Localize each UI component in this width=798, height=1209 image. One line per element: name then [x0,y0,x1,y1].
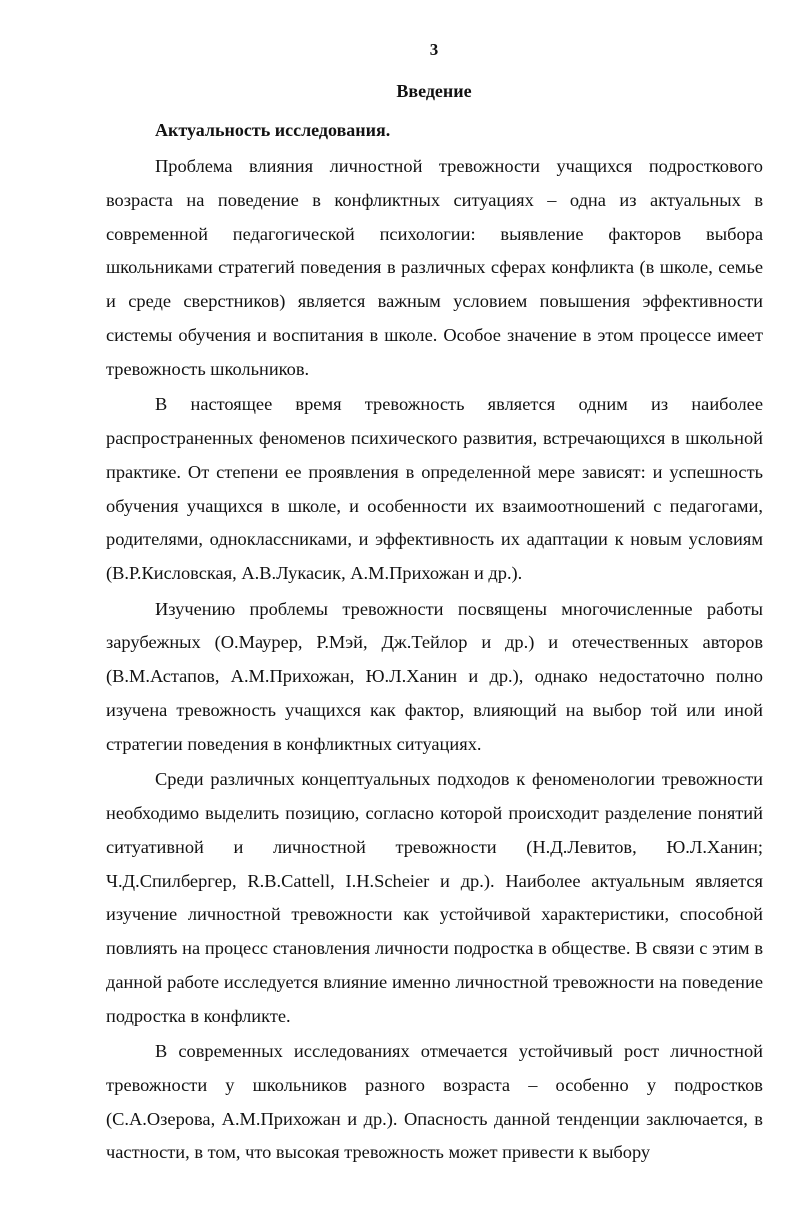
paragraph-research: Изучению проблемы тревожности посвящены многочисленные работы зарубежных (О.Маурер, Р.Мэй, Дж.Тейлор и др.) и отечественных авторов (В.М.Астапов, А.М.Прихожан, Ю.Л.Ханин и др.), однако недостаточно полно изучена тревожность учащихся как фактор, влияющий на выбор той или иной стратегии поведения в конфликтных ситуациях. [106,598,763,754]
relevance-subheading: Актуальность исследования. [155,120,391,140]
page-number: 3 [429,40,439,59]
paragraph-problem: Проблема влияния личностной тревожности учащихся подросткового возраста на поведение в конфликтных ситуациях – одна из актуальных в современной педагогической психологии: выявление факторов выбора школьниками стратегий поведения в различных сферах конфликта (в школе, семье и среде сверстников) является важным условием повышения эффективности системы обучения и воспитания в школе. Особое значение в этом процессе имеет тревожность школьников. [106,156,763,379]
paragraph-prevalence: В настоящее время тревожность является одним из наиболее распространенных феноменов психического развития, встречающихся в школьной практике. От степени ее проявления в определенной мере зависят: и успешность обучения учащихся в школе, и особенности их взаимоотношений с педагогами, родителями, одноклассниками, и эффективность их адаптации к новым условиям (В.Р.Кисловская, А.В.Лукасик, А.М.Прихожан и др.). [106,394,763,584]
paragraph-trend: В современных исследованиях отмечается устойчивый рост личностной тревожности у школьников разного возраста – особенно у подростков (С.А.Озерова, А.М.Прихожан и др.). Опасность данной тенденции заключается, в частности, в том, что высокая тревожность может привести к выбору [106,1041,763,1163]
paragraph-approaches: Среди различных концептуальных подходов к феноменологии тревожности необходимо выделить позицию, согласно которой происходит разделение понятий ситуативной и личностной тревожности (Н.Д.Левитов, Ю.Л.Ханин; Ч.Д.Спилбергер, R.B.Cattell, I.H.Scheier и др.). Наиболее актуальным является изучение личностной тревожности как устойчивой характеристики, способной повлиять на процесс становления личности подростка в обществе. В связи с этим в данной работе исследуется влияние именно личностной тревожности на поведение подростка в конфликте. [106,769,763,1026]
section-title: Введение [396,81,472,101]
body-text [106,150,763,1172]
